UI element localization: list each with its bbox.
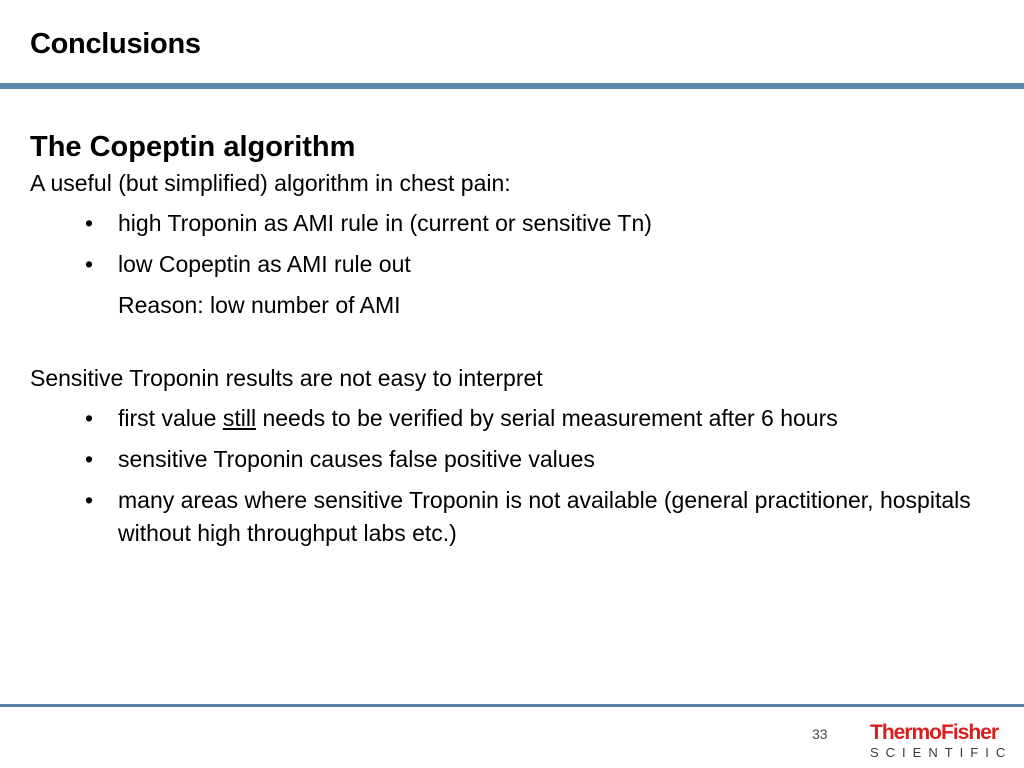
bullet-glyph: • — [85, 251, 94, 277]
section-heading: The Copeptin algorithm — [30, 131, 356, 163]
algorithm-bullet-list — [30, 207, 1015, 281]
logo-brand: ThermoFisher — [870, 721, 999, 744]
bullet-text: sensitive Troponin causes false positive values — [118, 446, 595, 472]
reason-note: Reason: low number of AMI — [118, 292, 401, 318]
page-number: 33 — [812, 726, 828, 742]
bullet-text: high Troponin as AMI rule in (current or sensitive Tn) — [118, 210, 652, 236]
list-item — [30, 207, 1015, 240]
list-item — [30, 248, 1015, 281]
bullet-glyph: • — [85, 210, 94, 236]
bullet-glyph: • — [85, 405, 94, 431]
bullet-glyph: • — [85, 446, 94, 472]
list-item — [30, 402, 1015, 435]
emphasis-still: still — [222, 405, 257, 431]
section-intro: A useful (but simplified) algorithm in chest pain: — [30, 170, 511, 196]
list-item — [30, 443, 1015, 476]
list-item — [30, 484, 1015, 550]
troponin-bullet-list — [30, 402, 1015, 550]
footer-divider — [0, 704, 1024, 707]
bullet-glyph: • — [85, 487, 94, 513]
bullet-text: many areas where sensitive Troponin is not available (general practitioner, hospitals without high throughput labs etc.) — [118, 487, 971, 546]
slide-content — [30, 127, 1015, 550]
section2-intro: Sensitive Troponin results are not easy to interpret — [30, 365, 543, 391]
title-divider — [0, 83, 1024, 89]
bullet-text: low Copeptin as AMI rule out — [118, 251, 411, 277]
bullet-text-start: first value — [118, 405, 223, 431]
thermo-fisher-logo — [870, 721, 1013, 761]
slide-title: Conclusions — [30, 28, 201, 60]
bullet-text-end: needs to be verified by serial measurement after 6 hours — [256, 405, 838, 431]
logo-tagline: SCIENTIFIC — [870, 745, 1013, 760]
